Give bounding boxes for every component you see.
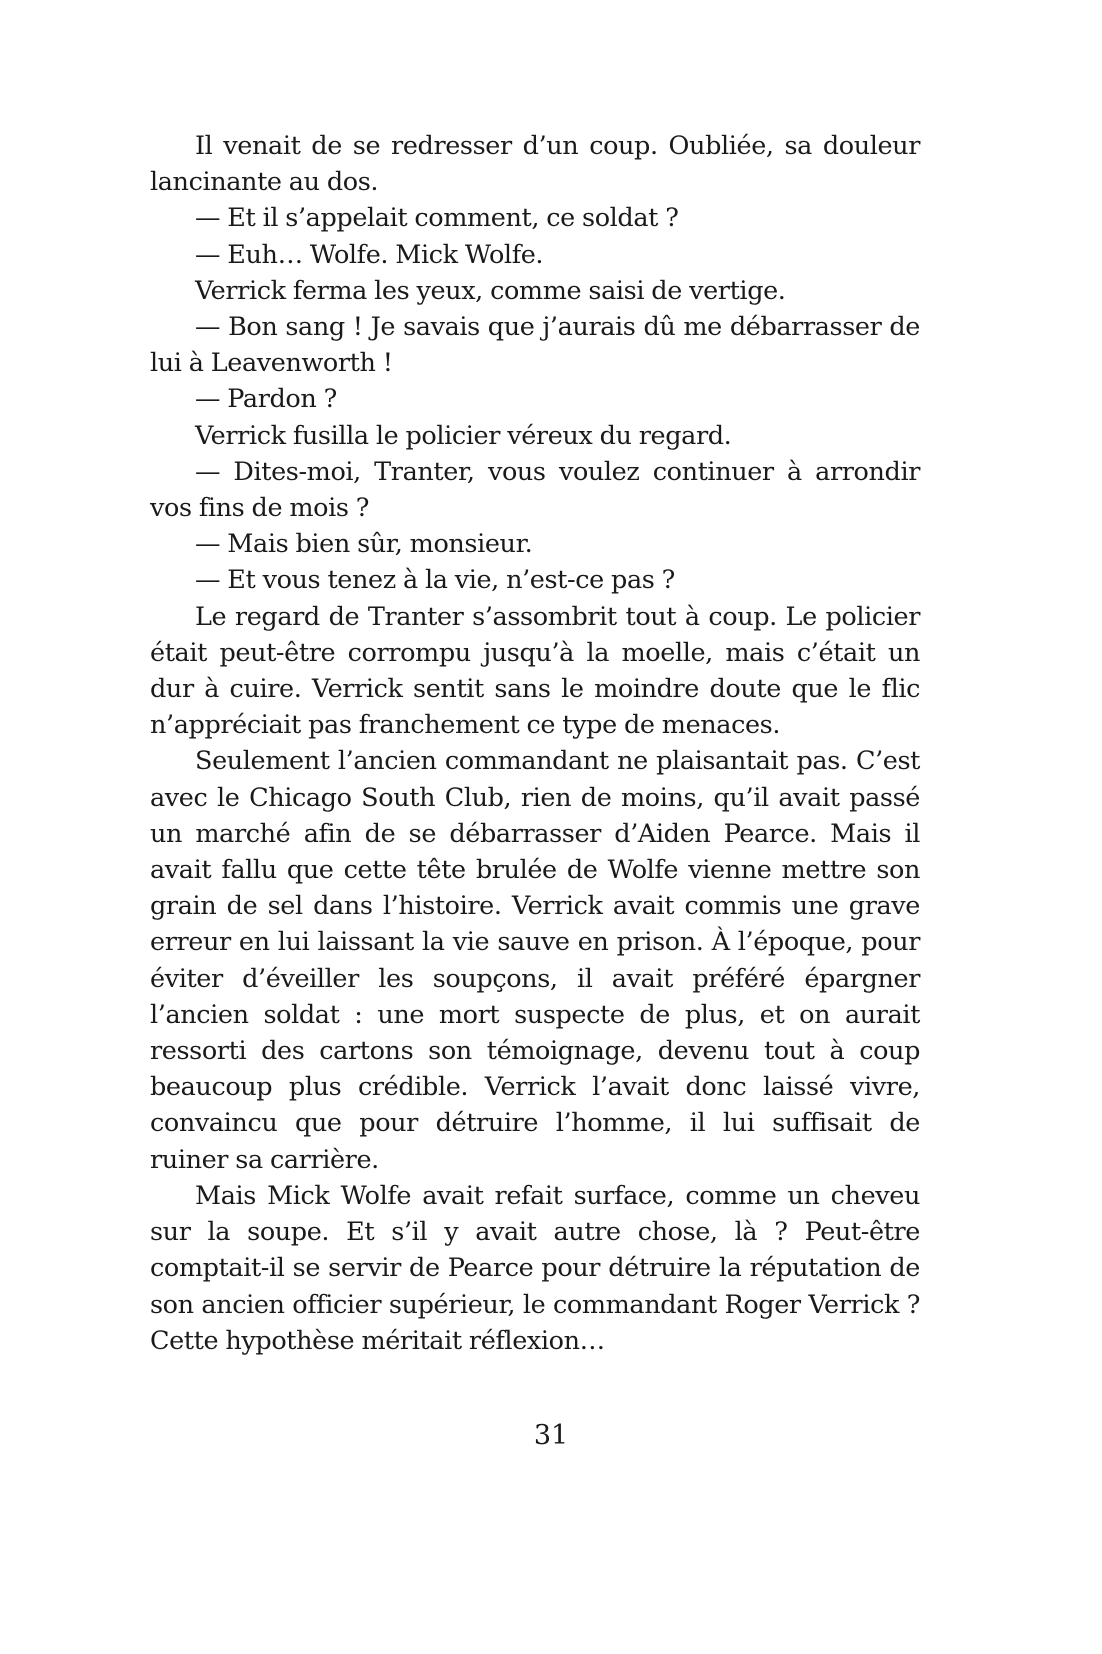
- dialogue-line-6: — Mais bien sûr, monsieur.: [195, 529, 533, 560]
- dialogue-line-1: — Et il s’appelait comment, ce soldat ?: [195, 203, 679, 234]
- dialogue-line-4: — Pardon ?: [195, 384, 337, 415]
- paragraph-4: Le regard de Tranter s’assombrit tout à coup. Le policier était peut-être corrompu jusqu’à la moelle, mais c’était un dur à cuire. Verrick sentit sans le moindre doute que le flic n’appréciait pas franchement ce type de menaces.: [150, 601, 920, 741]
- dialogue-line-2: — Euh… Wolfe. Mick Wolfe.: [195, 239, 544, 270]
- paragraph-5: Seulement l’ancien commandant ne plaisantait pas. C’est avec le Chicago South Club, rien de moins, qu’il avait passé un marché afin de se débarrasser d’Aiden Pearce. Mais il avait fallu que cette tête brulée de Wolfe vienne mettre son grain de sel dans l’histoire. Verrick avait commis une grave erreur en lui laissant la vie sauve en prison. À l’époque, pour éviter d’éveiller les soupçons, il avait préféré épargner l’ancien soldat : une mort suspecte de plus, et on aurait ressorti des cartons son témoignage, devenu tout à coup beaucoup plus crédible. Verrick l’avait donc laissé vivre, convaincu que pour détruire l’homme, il lui suffisait de ruiner sa carrière.: [150, 746, 920, 1175]
- dialogue-line-3: — Bon sang ! Je savais que j’aurais dû me débarrasser de lui à Leavenworth !: [150, 312, 920, 379]
- body-text: [150, 128, 920, 1359]
- paragraph-2: Verrick ferma les yeux, comme saisi de vertige.: [195, 275, 786, 306]
- dialogue-line-7: — Et vous tenez à la vie, n’est-ce pas ?: [195, 565, 675, 596]
- paragraph-6: Mais Mick Wolfe avait refait surface, comme un cheveu sur la soupe. Et s’il y avait autre chose, là ? Peut-être comptait-il se servir de Pearce pour détruire la réputation de son ancien officier supérieur, le commandant Roger Verrick ? Cette hypothèse méritait réflexion…: [150, 1180, 920, 1356]
- paragraph-3: Verrick fusilla le policier véreux du regard.: [195, 420, 732, 451]
- paragraph-1: Il venait de se redresser d’un coup. Oubliée, sa douleur lancinante au dos.: [150, 131, 920, 198]
- dialogue-line-5: — Dites-moi, Tranter, vous voulez continuer à arrondir vos fins de mois ?: [150, 456, 920, 524]
- page-number: 31: [533, 1420, 569, 1451]
